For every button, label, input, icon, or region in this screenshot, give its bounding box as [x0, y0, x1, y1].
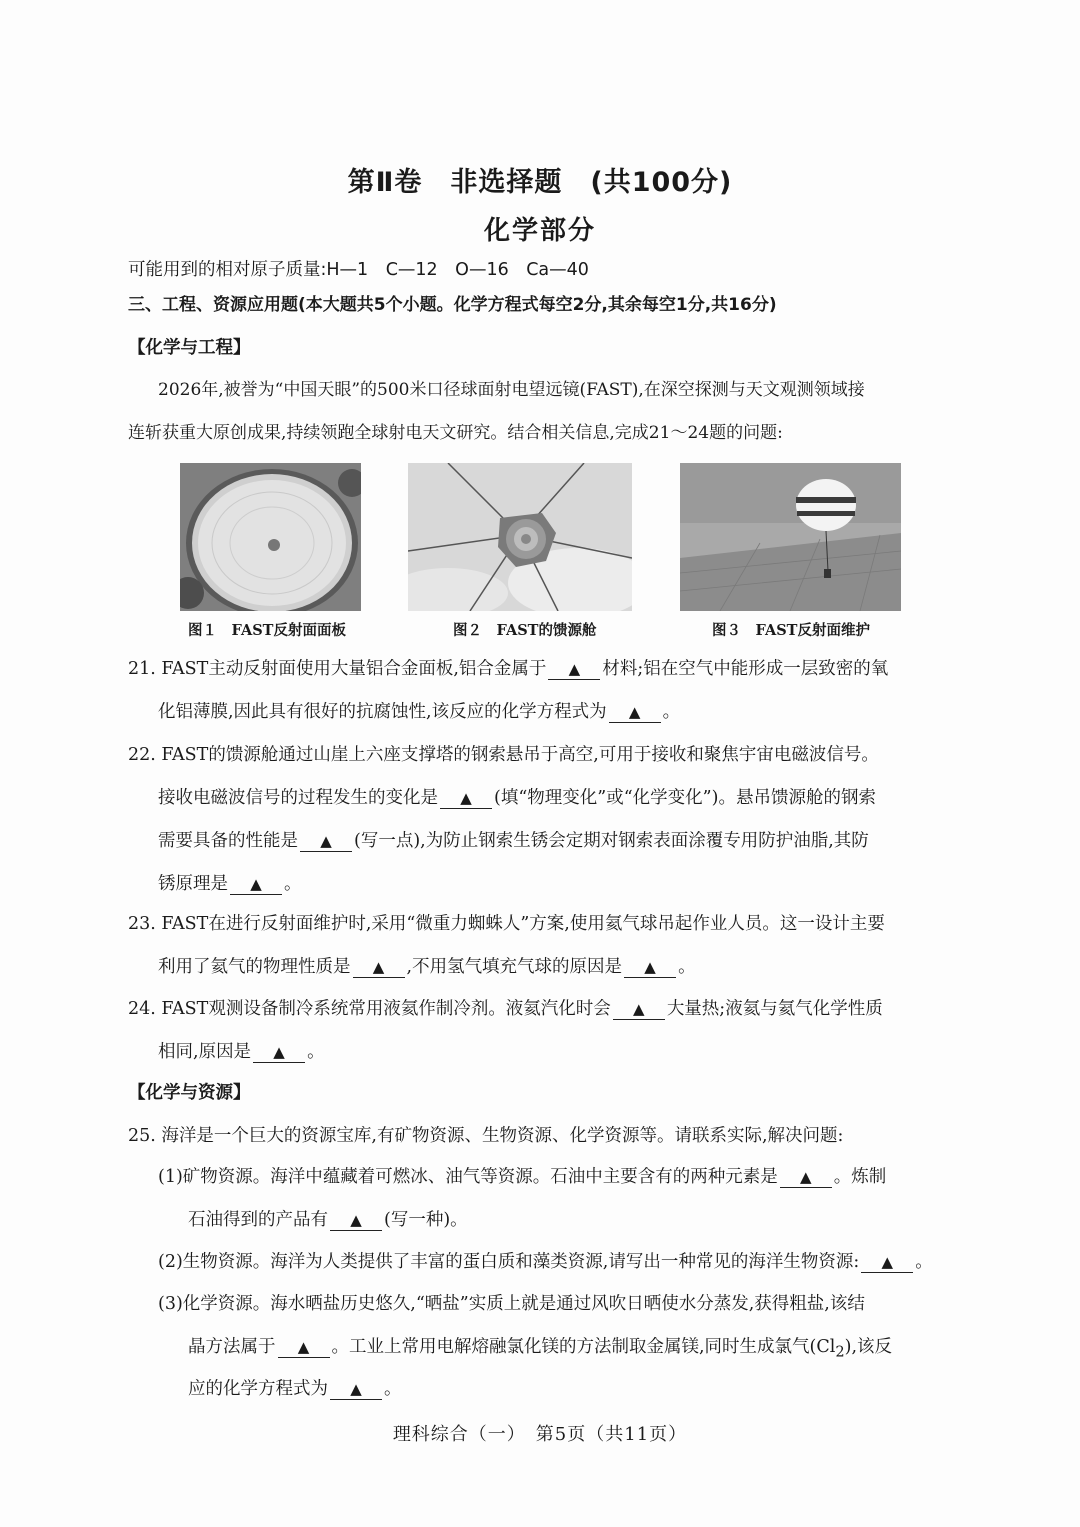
q25-3-text-f: 。	[384, 1379, 402, 1399]
q21-text-a: 21. FAST主动反射面使用大量铝合金面板,铝合金属于	[128, 659, 547, 679]
q21-text-c: 化铝薄膜,因此具有很好的抗腐蚀性,该反应的化学方程式为	[158, 702, 607, 722]
intro-line-2: 连斩获重大原创成果,持续领跑全球射电天文研究。结合相关信息,完成21～24题的问题:	[128, 423, 783, 443]
question-21-line-1	[128, 657, 958, 681]
question-25-part-1-line-2	[188, 1208, 958, 1232]
section-title: 第Ⅱ卷 非选择题 (共100分)	[347, 167, 733, 198]
answer-blank[interactable]: ▲	[609, 702, 661, 723]
answer-blank[interactable]: ▲	[613, 999, 665, 1020]
part-heading-engineering: 【化学与工程】	[128, 338, 251, 358]
figure-2-caption: 图２ FAST的馈源舱	[453, 622, 597, 639]
answer-blank[interactable]: ▲	[300, 831, 352, 852]
q21-text-d: 。	[662, 702, 681, 722]
question-23-line-1: 23. FAST在进行反射面维护时,采用“微重力蜘蛛人”方案,使用氦气球吊起作业人员。这一设计主要	[128, 914, 885, 934]
q22-text-c: 需要具备的性能是	[158, 831, 298, 851]
part-heading-resources: 【化学与资源】	[128, 1083, 251, 1103]
q25-1-text-b: 。炼制	[833, 1167, 887, 1187]
answer-blank[interactable]: ▲	[330, 1379, 382, 1400]
answer-blank[interactable]: ▲	[253, 1042, 305, 1063]
question-25-part-2	[158, 1250, 988, 1274]
q25-1-text-a: (1)矿物资源。海洋中蕴藏着可燃冰、油气等资源。石油中主要含有的两种元素是	[158, 1167, 778, 1187]
answer-blank[interactable]: ▲	[780, 1167, 832, 1188]
q24-text-b: 大量热;液氦与氦气化学性质	[666, 999, 883, 1019]
figure-2-feed-cabin-image	[408, 463, 632, 611]
q25-1-text-d: (写一种)。	[384, 1210, 468, 1230]
q22-text-b: (填“物理变化”或“化学变化”)。悬吊馈源舱的钢索	[494, 788, 876, 808]
q22-text-a: 接收电磁波信号的过程发生的变化是	[158, 788, 438, 808]
question-21-line-2	[158, 700, 958, 724]
q25-2-text-b: 。	[915, 1252, 933, 1272]
question-24-line-2	[158, 1040, 958, 1064]
page-footer: 理科综合（一） 第5页（共11页）	[392, 1424, 688, 1445]
answer-blank[interactable]: ▲	[353, 957, 405, 978]
atomic-mass-note: 可能用到的相对原子质量:H—1 C—12 O—16 Ca—40	[128, 260, 589, 280]
q22-text-e: 锈原理是	[158, 874, 228, 894]
answer-blank[interactable]: ▲	[624, 957, 676, 978]
figure-3-maintenance-image	[680, 463, 901, 611]
q25-2-text-a: (2)生物资源。海洋为人类提供了丰富的蛋白质和藻类资源,请写出一种常见的海洋生物资源:	[158, 1252, 860, 1272]
answer-blank[interactable]: ▲	[861, 1252, 913, 1273]
q23-text-c: 。	[678, 957, 696, 977]
answer-blank[interactable]: ▲	[440, 788, 492, 809]
answer-blank[interactable]: ▲	[230, 874, 282, 895]
question-22-line-3	[158, 829, 958, 853]
answer-blank[interactable]: ▲	[548, 659, 600, 680]
q21-text-b: 材料;铝在空气中能形成一层致密的氧	[602, 659, 889, 679]
q24-text-a: 24. FAST观测设备制冷系统常用液氦作制冷剂。液氦汽化时会	[128, 999, 611, 1019]
q23-text-a: 利用了氦气的物理性质是	[158, 957, 351, 977]
q24-text-d: 。	[307, 1042, 325, 1062]
figure-1-caption: 图１ FAST反射面面板	[188, 622, 346, 639]
question-22-line-4	[158, 872, 958, 896]
q24-text-c: 相同,原因是	[158, 1042, 252, 1062]
question-25-stem: 25. 海洋是一个巨大的资源宝库,有矿物资源、生物资源、化学资源等。请联系实际,解决问题:	[128, 1126, 844, 1146]
chemistry-subtitle: 化学部分	[483, 216, 596, 246]
question-24-line-1	[128, 997, 958, 1021]
answer-blank[interactable]: ▲	[330, 1210, 382, 1231]
q25-3-text-c: 。工业上常用电解熔融氯化镁的方法制取金属镁,同时生成氯气(Cl	[331, 1337, 836, 1357]
question-25-part-3-line-1: (3)化学资源。海水晒盐历史悠久,“晒盐”实质上就是通过风吹日晒使水分蒸发,获得粗盐,该结	[158, 1294, 865, 1314]
q25-1-text-c: 石油得到的产品有	[188, 1210, 328, 1230]
figure-3-caption: 图３ FAST反射面维护	[712, 622, 870, 639]
q25-3-text-d: ),该反	[844, 1337, 893, 1357]
question-25-part-3-line-3	[188, 1377, 958, 1401]
intro-line-1: 2026年,被誉为“中国天眼”的500米口径球面射电望远镜(FAST),在深空探测与天文观测领域接	[158, 380, 865, 400]
question-23-line-2	[158, 955, 958, 979]
question-22-line-1: 22. FAST的馈源舱通过山崖上六座支撑塔的钢索悬吊于高空,可用于接收和聚焦宇宙电磁波信号。	[128, 745, 879, 765]
figure-1-reflector-image	[180, 463, 361, 611]
question-22-line-2	[158, 786, 958, 810]
answer-blank[interactable]: ▲	[278, 1337, 330, 1358]
question-25-part-1-line-1	[158, 1165, 988, 1189]
q25-3-subscript: 2	[835, 1343, 845, 1361]
q25-3-text-b: 晶方法属于	[188, 1337, 276, 1357]
section-heading: 三、工程、资源应用题(本大题共5个小题。化学方程式每空2分,其余每空1分,共16分)	[128, 295, 777, 315]
q22-text-d: (写一点),为防止钢索生锈会定期对钢索表面涂覆专用防护油脂,其防	[354, 831, 869, 851]
question-25-part-3-line-2	[188, 1335, 958, 1365]
q22-text-f: 。	[284, 874, 302, 894]
q23-text-b: ,不用氢气填充气球的原因是	[406, 957, 623, 977]
q25-3-text-e: 应的化学方程式为	[188, 1379, 328, 1399]
